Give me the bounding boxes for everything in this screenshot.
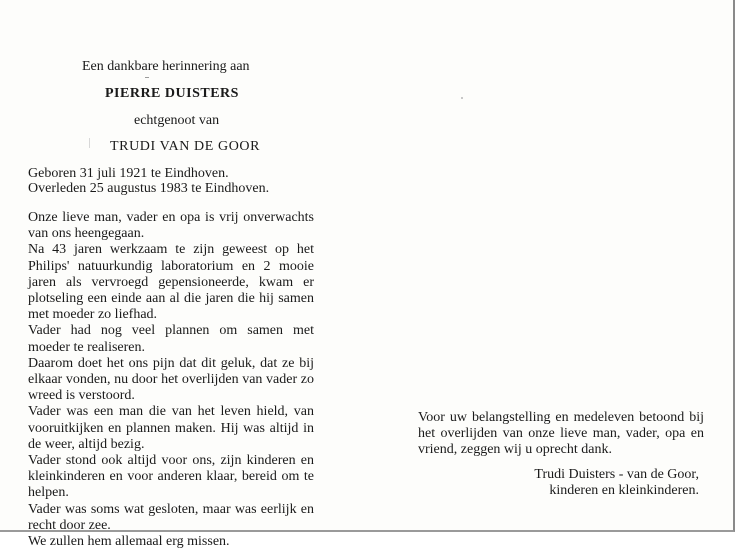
death-line: Overleden 25 augustus 1983 te Eindhoven. — [28, 181, 270, 196]
spouse-name: TRUDI VAN DE GOOR — [110, 139, 261, 154]
signature-line-2: kinderen en kleinkinderen. — [549, 483, 699, 498]
tribute-paragraph: Onze lieve man, vader en opa is vrij onverwachts van ons heengegaan. — [28, 210, 314, 242]
thanks-text: Voor uw belangstelling en medeleven betoond bij het overlijden van onze lieve man, vader, opa en vriend, zeggen wij u oprecht dank. — [418, 410, 704, 458]
tribute-paragraph: Vader was een man die van het leven hield, van vooruitkijken en plannen maken. Hij was altijd in de weer, altijd bezig. — [28, 404, 314, 452]
print-speck — [89, 138, 90, 148]
tribute-paragraph: Vader stond ook altijd voor ons, zijn kinderen en kleinkinderen en voor anderen klaar, bereid om te helpen. — [28, 453, 314, 501]
tribute-paragraph: Daarom doet het ons pijn dat dit geluk, dat ze bij elkaar vonden, nu door het overlijden van vader zo wreed is verstoord. — [28, 355, 314, 404]
tribute-paragraph: We zullen hem allemaal erg missen. — [28, 534, 230, 550]
tribute-text — [28, 210, 314, 550]
tribute-paragraph: Vader had nog veel plannen om samen met moeder te realiseren. — [28, 323, 314, 355]
print-speck — [461, 97, 463, 99]
tribute-paragraph: Vader was soms wat gesloten, maar was eerlijk en recht door zee. — [28, 501, 314, 533]
birth-line: Geboren 31 juli 1921 te Eindhoven. — [28, 166, 229, 181]
deceased-name: PIERRE DUISTERS — [105, 86, 239, 101]
print-speck — [145, 77, 149, 78]
thanks-block — [418, 410, 704, 459]
intro-line: Een dankbare herinnering aan — [82, 59, 250, 74]
signature-line-1: Trudi Duisters - van de Goor, — [534, 467, 699, 482]
tribute-paragraph: Na 43 jaren werkzaam te zijn geweest op het Philips' natuurkundig laboratorium en 2 mooie jaren als vervroegd gepensioneerde, kwam er plotseling een einde aan al die jaren die hij samen met moeder zo liefhad. — [28, 242, 314, 323]
relation-line: echtgenoot van — [134, 113, 220, 128]
